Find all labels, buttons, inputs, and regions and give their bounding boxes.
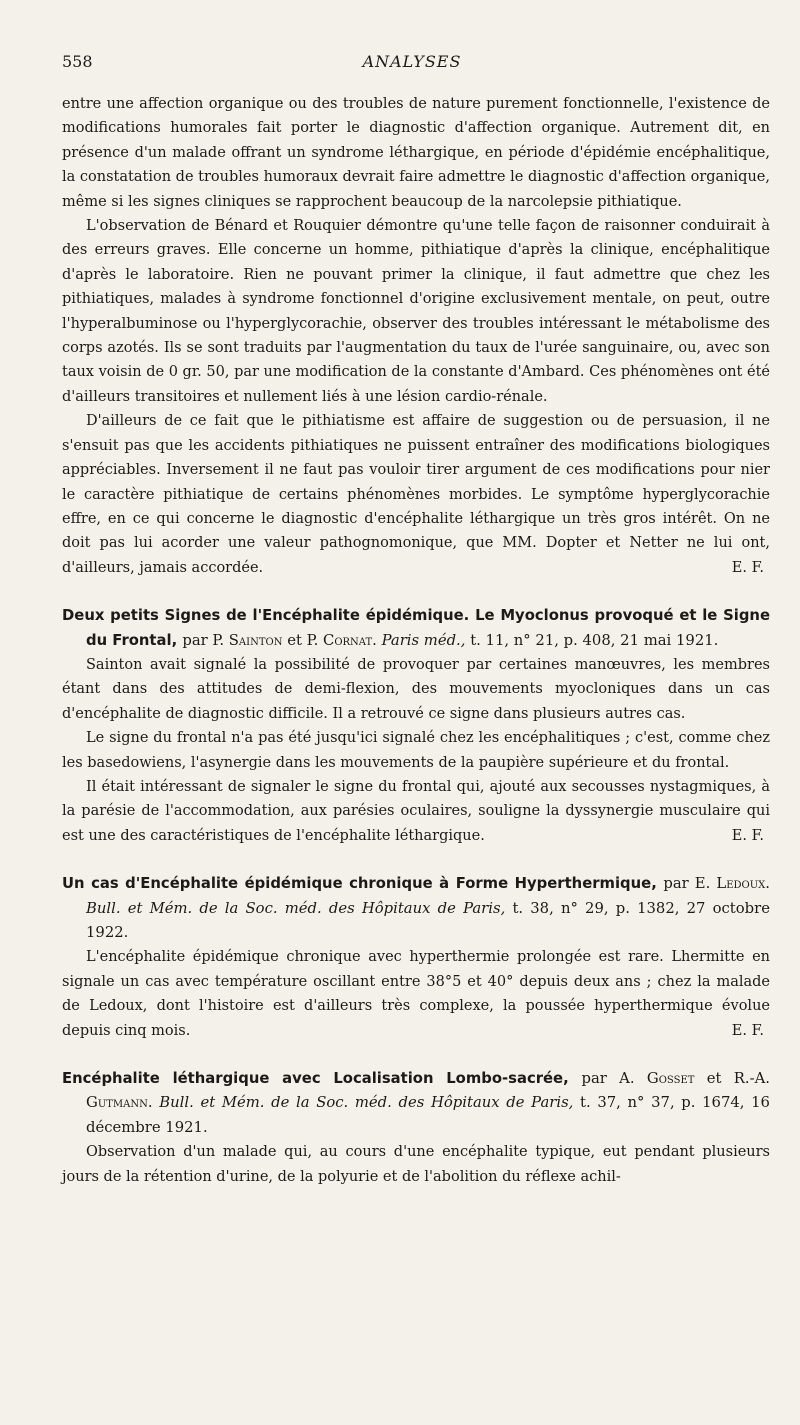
intro-paragraph-1: entre une affection organique ou des troubles de nature purement fonctionnelle, l'existence de modifications humorales fait porter le diagnostic d'affection organique. Autrement dit, en présence d'un malade offrant un syndrome léthargique, en période d'épidémie encéphalitique, la constatation de troubles humoraux devrait faire admettre le diagnostic d'affection organique, même si les signes cliniques se rapprochent beaucoup de la narcolepsie pithiatique. [62,96,770,210]
citation: t. 38, n° 29, p. 1382, 27 octobre 1922. [86,899,770,941]
authors-prefix: par A. [581,1070,635,1088]
signature: E. F. [731,1022,764,1039]
article-heading: Encéphalite léthargique avec Localisation Lombo-sacrée, par A. Gosset et R.-A. Gutmann. Bull. et Mém. de la Soc. méd. des Hôpitaux de Paris, t. 37, n° 37, p. 1674, 16 décembre 1921. [62,1070,771,1136]
article-heading: Un cas d'Encéphalite épidémique chronique à Forme Hyperthermique, par E. Ledoux. Bull. et Mém. de la Soc. méd. des Hôpitaux de Paris, t. 38, n° 29, p. 1382, 27 octobre 1922. [62,875,770,941]
journal-name: Bull. et Mém. de la Soc. méd. des Hôpitaux de Paris, [159,1094,574,1112]
author-name: Ledoux [716,875,766,893]
intro-paragraph-3 [62,409,770,580]
article-paragraph-text: L'encéphalite épidémique chronique avec hyperthermie prolongée est rare. Lhermitte en signale un cas avec température oscillant entre 38°5 et 40° depuis deux ans ; chez la malade de Ledoux, dont l'histoire est d'ailleurs très complexe, la poussée hyperthermique évolue depuis cinq mois. [62,949,770,1039]
spacer [62,1043,770,1067]
citation: t. 11, n° 21, p. 408, 21 mai 1921. [470,631,719,649]
intro-paragraph-2: L'observation de Bénard et Rouquier démontre qu'une telle façon de raisonner conduirait à des erreurs graves. Elle concerne un homme, pithiatique d'après la clinique, encéphalitique d'après le laboratoire. Rien ne pouvant primer la clinique, il faut admettre que chez les pithiatiques, malades à syndrome fonctionnel d'origine exclusivement mentale, on peut, outre l'hyperalbuminose ou l'hyperglycorachie, observer des troubles intéressant le métabolisme des corps azotés. Ils se sont traduits par l'augmentation du taux de l'urée sanguinaire, ou, avec son taux voisin de 0 gr. 50, par une modification de la constante d'Ambard. Ces phénomènes ont été d'ailleurs transitoires et nullement liés à une lésion cardio-rénale. [62,218,770,405]
authors-connector: et P. [287,631,319,649]
signature: E. F. [731,827,764,844]
article-lombo-sacree [62,1067,770,1189]
article-paragraph: Observation d'un malade qui, au cours d'une encéphalite typique, eut pendant plusieurs jours de la rétention d'urine, de la polyurie et de l'abolition du réflexe achil- [62,1144,770,1185]
article-myoclonus [62,604,770,848]
article-paragraph: Le signe du frontal n'a pas été jusqu'ici signalé chez les encéphalitiques ; c'est, comme chez les basedowiens, l'asynergie dans les mouvements de la paupière supérieure et du frontal. [62,730,770,771]
intro-paragraph-3-text: D'ailleurs de ce fait que le pithiatisme est affaire de suggestion ou de persuasion, il ne s'ensuit pas que les accidents pithiatiques ne puissent entraîner des modifications biologiques appréciables. Inversement il ne faut pas vouloir tirer argument de ces modifications pour nier le caractère pithiatique de certains phénomènes morbides. Le symptôme hyperglycorachie effre, en ce qui concerne le diagnostic d'encéphalite léthargique un très gros intérêt. On ne doit pas lui acorder une valeur pathognomonique, que MM. Dopter et Netter ne lui ont, d'ailleurs, jamais accordée. [62,413,770,576]
authors-prefix: par P. [182,631,225,649]
authors-connector: et R.-A. [706,1070,771,1088]
article-paragraph [62,775,770,848]
author-name: Gutmann [86,1094,148,1112]
spacer [62,848,770,872]
article-title: Encéphalite léthargique avec Localisation Lombo-sacrée, [62,1070,569,1088]
article-title: Deux petits Signes de l'Encéphalite épidémique. Le Myoclonus provoqué et le Signe du Frontal, [62,607,770,649]
article-hyperthermique [62,872,770,1043]
page-header [62,52,762,76]
author-name: Cornat [323,631,373,649]
article-paragraph: Sainton avait signalé la possibilité de provoquer par certaines manœuvres, les membres étant dans des attitudes de demi-flexion, des mouvements myocloniques dans un cas d'encéphalite de diagnostic difficile. Il a retrouvé ce signe dans plusieurs autres cas. [62,656,770,722]
page-content [62,92,770,1189]
signature: E. F. [731,559,764,576]
author-name: Sainton [228,631,283,649]
journal-name: Bull. et Mém. de la Soc. méd. des Hôpitaux de Paris, [86,899,506,917]
journal-name: Paris méd., [381,631,466,649]
citation: t. 37, n° 37, p. 1674, 16 décembre 1921. [86,1094,770,1136]
article-title: Un cas d'Encéphalite épidémique chronique à Forme Hyperthermique, [62,875,657,893]
author-name: Gosset [646,1070,695,1088]
spacer [62,580,770,604]
running-head: ANALYSES [362,52,462,71]
page-number: 558 [62,52,93,71]
article-paragraph [62,945,770,1043]
article-paragraph-text: Il était intéressant de signaler le signe du frontal qui, ajouté aux secousses nystagmiques, à la parésie de l'accommodation, aux parésies oculaires, souligne la dyssynergie musculaire qui est une des caractéristiques de l'encéphalite léthargique. [62,778,770,844]
article-heading: Deux petits Signes de l'Encéphalite épidémique. Le Myoclonus provoqué et le Signe du Frontal, par P. Sainton et P. Cornat. Paris méd., t. 11, n° 21, p. 408, 21 mai 1921. [62,607,770,649]
authors-prefix: par E. [663,875,711,893]
